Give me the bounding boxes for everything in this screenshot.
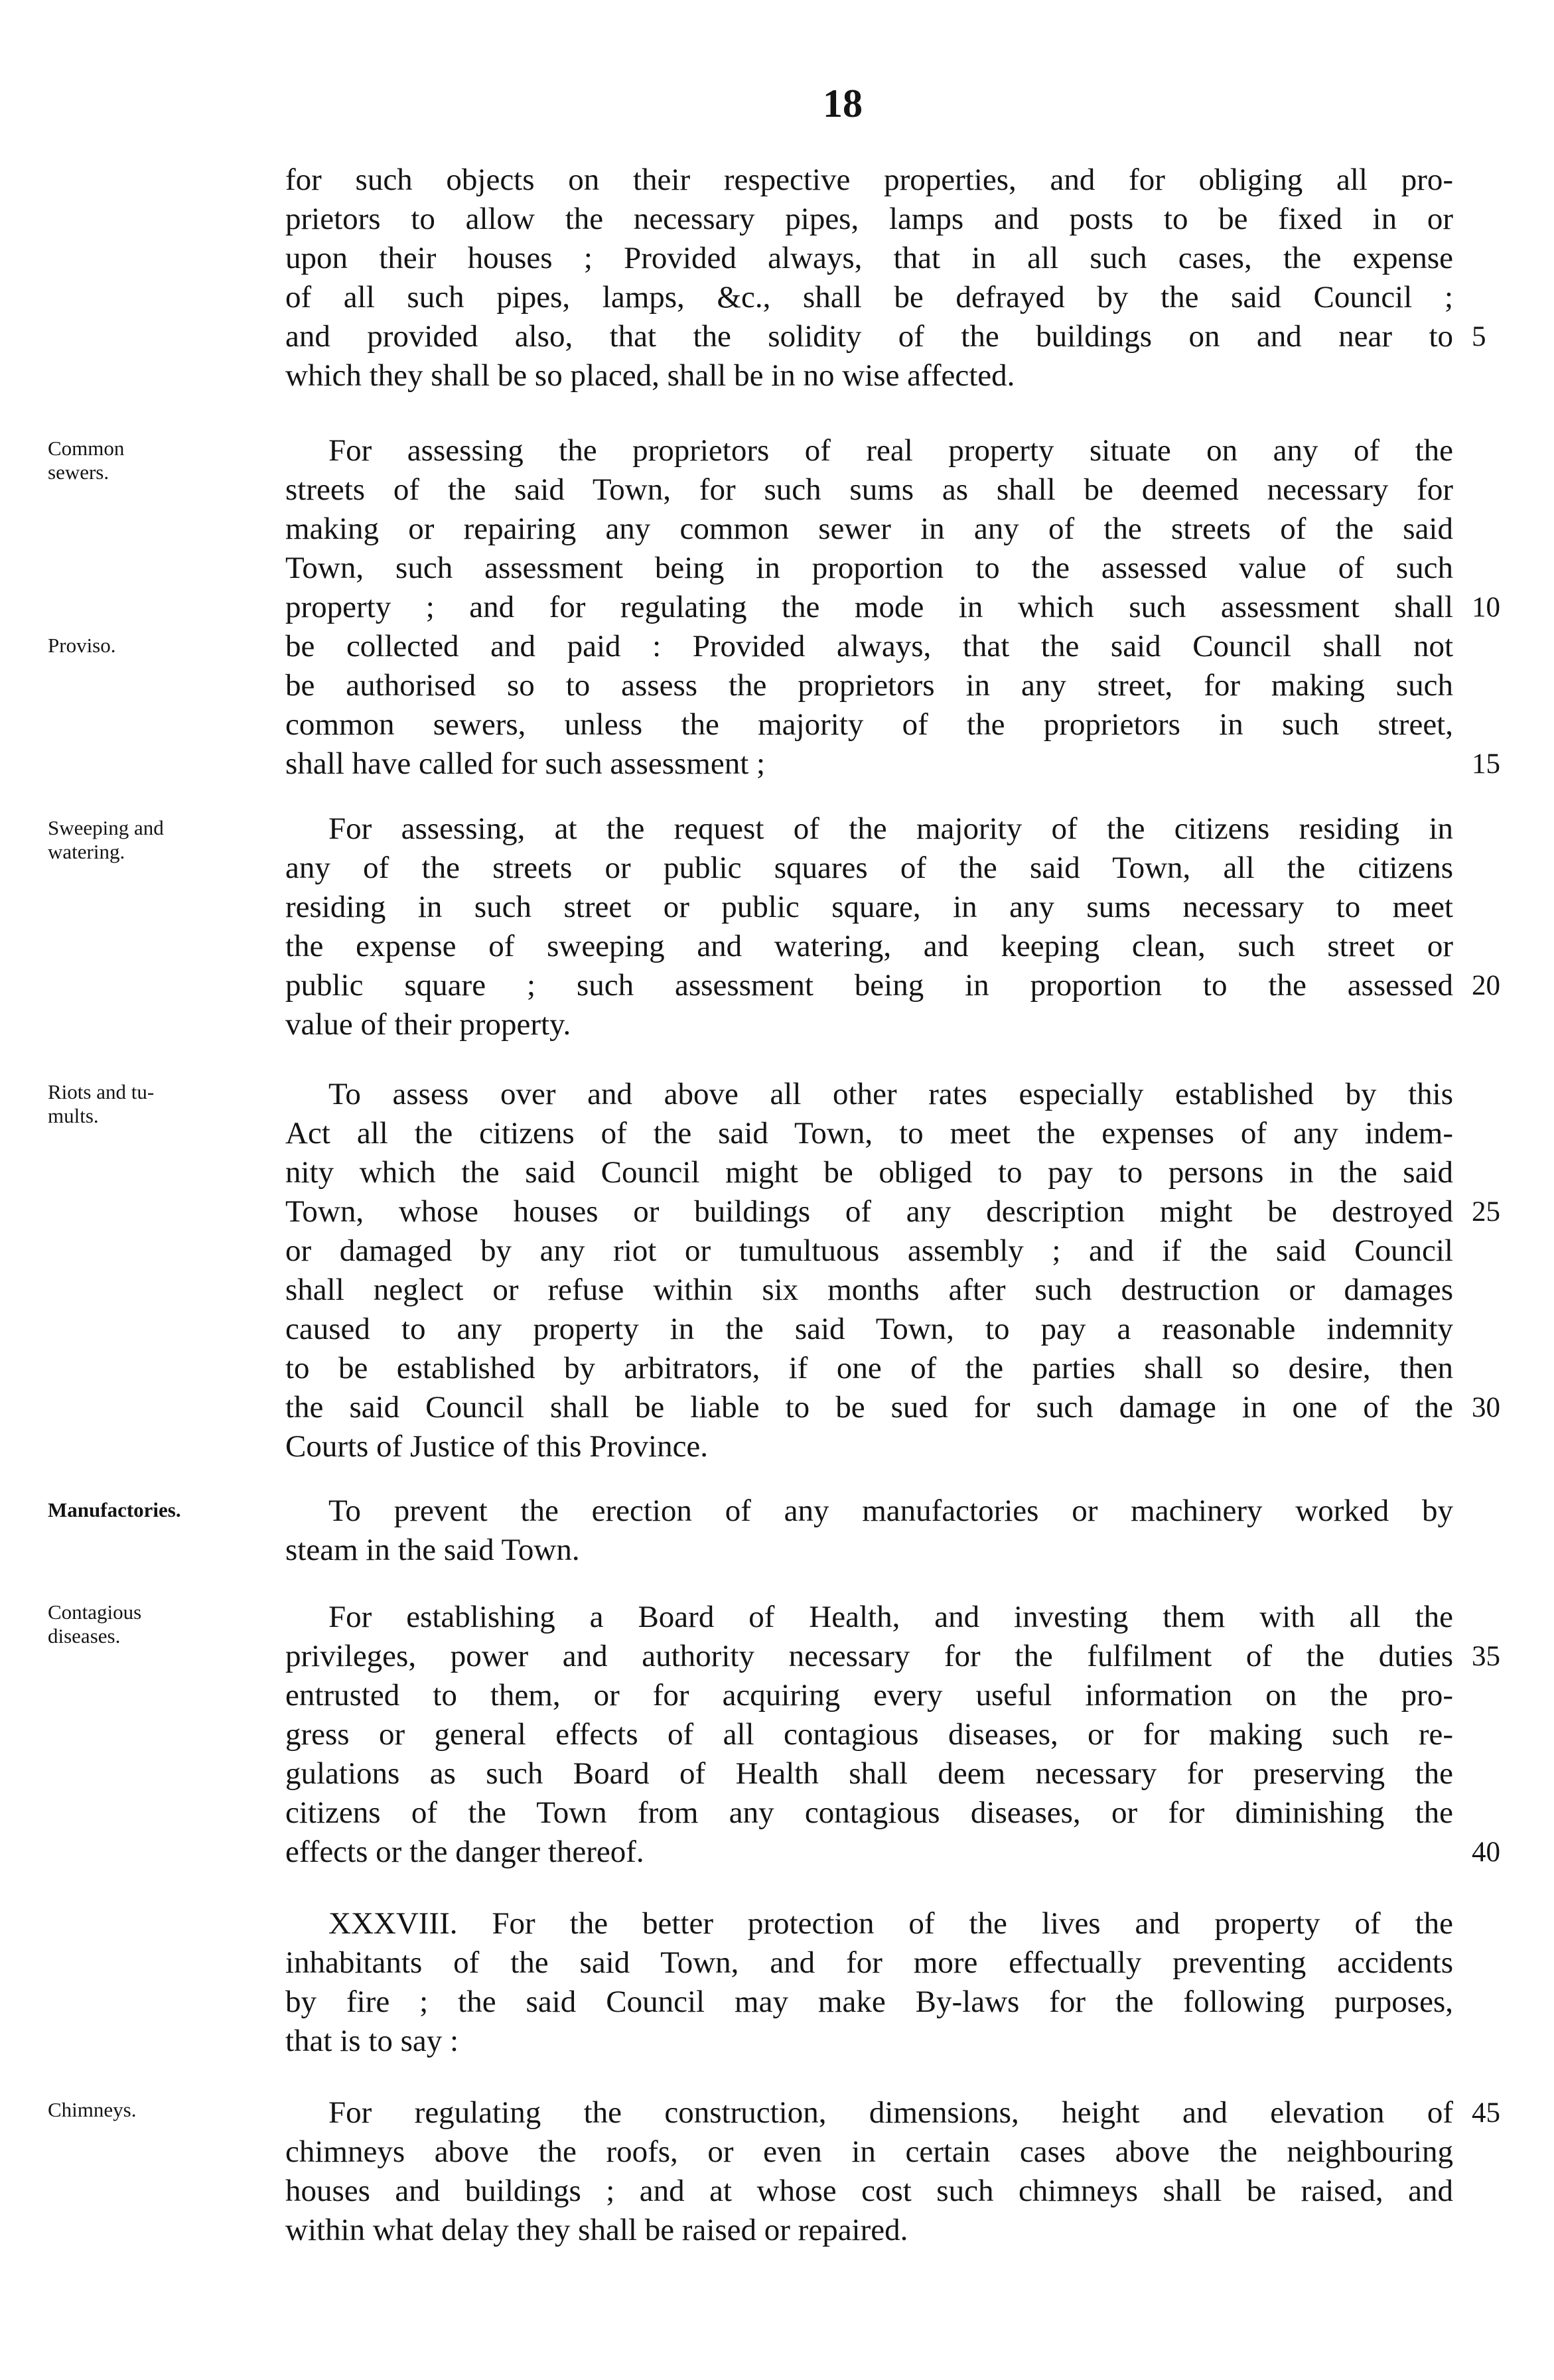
text-line: or damaged by any riot or tumultuous assembly ; and if the said Council	[285, 1233, 1453, 1268]
text-line: Act all the citizens of the said Town, to meet the expenses of any indem-	[285, 1116, 1453, 1151]
text-line: chimneys above the roofs, or even in certain cases above the neighbouring	[285, 2135, 1453, 2169]
text-line: the expense of sweeping and watering, and keeping clean, such street or	[285, 929, 1453, 963]
margin-note-text: Manufactories.	[48, 1498, 181, 1521]
line-number: 5	[1472, 321, 1486, 352]
margin-note-text: Riots and tu- mults.	[48, 1080, 155, 1127]
margin-note-chimneys	[48, 2098, 260, 2122]
line-number: 35	[1472, 1641, 1500, 1672]
margin-note-text: Proviso.	[48, 634, 116, 657]
text-line: shall neglect or refuse within six months after such destruction or damages	[285, 1273, 1453, 1307]
paragraph-7	[285, 1904, 1453, 2061]
text-line: public square ; such assessment being in proportion to the assessed	[285, 968, 1453, 1003]
margin-note-sweeping	[48, 816, 260, 864]
text-line: Town, whose houses or buildings of any description might be destroyed	[285, 1194, 1453, 1229]
text-line: gress or general effects of all contagious diseases, or for making such re-	[285, 1717, 1453, 1752]
text-line: and provided also, that the solidity of the buildings on and near to	[285, 319, 1453, 354]
text-line: nity which the said Council might be obliged to pay to persons in the said	[285, 1155, 1453, 1190]
text-line: gulations as such Board of Health shall deem necessary for preserving the	[285, 1756, 1453, 1791]
text-line: entrusted to them, or for acquiring every useful information on the pro-	[285, 1678, 1453, 1713]
text-line: effects or the danger thereof.	[285, 1835, 644, 1869]
margin-note-text: Contagious diseases.	[48, 1600, 142, 1647]
text-line: streets of the said Town, for such sums as shall be deemed necessary for	[285, 472, 1453, 507]
text-line: by fire ; the said Council may make By-laws for the following purposes,	[285, 1985, 1453, 2019]
text-line: residing in such street or public square, in any sums necessary to meet	[285, 890, 1453, 924]
paragraph-6	[285, 1598, 1453, 1872]
text-line: be authorised so to assess the proprietors in any street, for making such	[285, 668, 1453, 703]
line-number: 40	[1472, 1837, 1500, 1868]
margin-note-text: Common sewers.	[48, 437, 125, 484]
text-line: prietors to allow the necessary pipes, lamps and posts to be fixed in or	[285, 202, 1453, 236]
margin-note-text: Chimneys.	[48, 2098, 137, 2121]
text-line: Courts of Justice of this Province.	[285, 1429, 709, 1464]
text-line: to be established by arbitrators, if one of the parties shall so desire, then	[285, 1351, 1453, 1385]
text-line: Town, such assessment being in proportion to the assessed value of such	[285, 551, 1453, 585]
text-line: inhabitants of the said Town, and for more effectually preventing accidents	[285, 1945, 1453, 1980]
paragraph-8	[285, 2093, 1453, 2250]
text-line: caused to any property in the said Town, to pay a reasonable indemnity	[285, 1312, 1453, 1346]
text-line: within what delay they shall be raised or repaired.	[285, 2213, 908, 2247]
text-line: making or repairing any common sewer in any of the streets of the said	[285, 512, 1453, 546]
text-line: which they shall be so placed, shall be in no wise affected.	[285, 358, 1015, 393]
text-line: of all such pipes, lamps, &c., shall be defrayed by the said Council ;	[285, 280, 1453, 315]
text-line: upon their houses ; Provided always, that in all such cases, the expense	[285, 241, 1453, 275]
text-line: for such objects on their respective properties, and for obliging all pro-	[285, 163, 1453, 197]
text-line: For establishing a Board of Health, and investing them with all the	[328, 1600, 1453, 1634]
text-line: shall have called for such assessment ;	[285, 746, 766, 781]
text-line: property ; and for regulating the mode in which such assessment shall	[285, 590, 1453, 624]
line-number: 30	[1472, 1392, 1500, 1423]
text-line: XXXVIII. For the better protection of the lives and property of the	[328, 1906, 1453, 1941]
text-line: common sewers, unless the majority of the proprietors in such street,	[285, 707, 1453, 742]
paragraph-5	[285, 1492, 1453, 1570]
text-line: To assess over and above all other rates especially established by this	[328, 1077, 1453, 1111]
line-number: 15	[1472, 748, 1500, 780]
text-line: the said Council shall be liable to be sued for such damage in one of the	[285, 1390, 1453, 1425]
text-line: To prevent the erection of any manufactories or machinery worked by	[328, 1494, 1453, 1528]
page-number: 18	[823, 82, 863, 125]
line-number: 10	[1472, 592, 1500, 623]
paragraph-4	[285, 1075, 1453, 1466]
margin-note-riots	[48, 1080, 260, 1128]
paragraph-1	[285, 161, 1453, 395]
margin-note-common-sewers	[48, 437, 260, 484]
line-number: 20	[1472, 970, 1500, 1001]
text-line: any of the streets or public squares of the said Town, all the citizens	[285, 851, 1453, 885]
text-line: that is to say :	[285, 2024, 459, 2058]
text-line: For assessing the proprietors of real property situate on any of the	[328, 433, 1453, 468]
paragraph-2	[285, 431, 1453, 784]
text-line: For regulating the construction, dimensions, height and elevation of	[328, 2095, 1453, 2130]
line-number: 25	[1472, 1196, 1500, 1227]
margin-note-manufactories	[48, 1498, 260, 1522]
text-line: steam in the said Town.	[285, 1533, 580, 1567]
margin-note-contagious	[48, 1600, 260, 1648]
text-line: For assessing, at the request of the majority of the citizens residing in	[328, 811, 1453, 846]
text-line: value of their property.	[285, 1007, 571, 1042]
margin-note-text: Sweeping and watering.	[48, 816, 164, 863]
text-line: be collected and paid : Provided always, that the said Council shall not	[285, 629, 1453, 664]
line-number: 45	[1472, 2097, 1500, 2129]
text-line: houses and buildings ; and at whose cost such chimneys shall be raised, and	[285, 2174, 1453, 2208]
text-line: privileges, power and authority necessary for the fulfilment of the duties	[285, 1639, 1453, 1673]
text-line: citizens of the Town from any contagious diseases, or for diminishing the	[285, 1795, 1453, 1830]
margin-note-proviso	[48, 634, 260, 658]
paragraph-3	[285, 809, 1453, 1044]
